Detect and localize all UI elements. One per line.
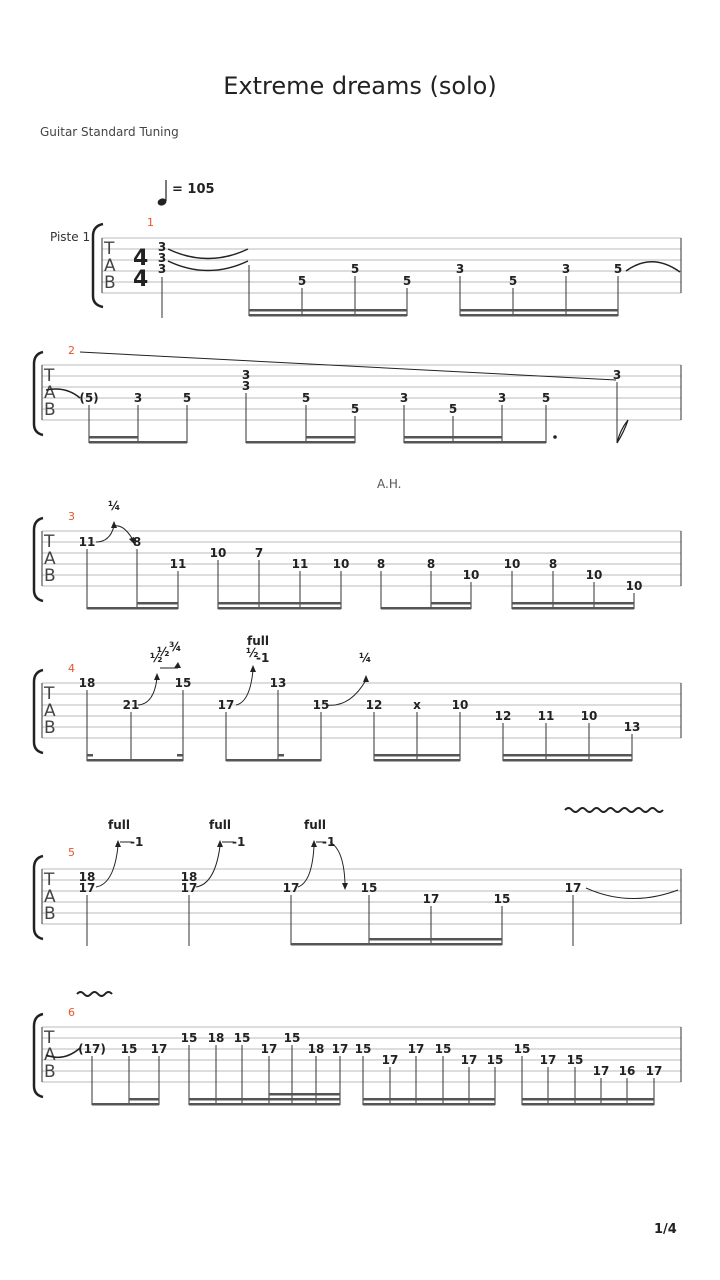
- bend-label: -1: [322, 835, 336, 849]
- tab-clef: [43, 870, 56, 924]
- stems: [87, 690, 632, 761]
- bend-label: full: [304, 818, 326, 832]
- svg-text:B: B: [44, 400, 56, 420]
- fret-number: 8: [548, 557, 558, 571]
- tuning-label: Guitar Standard Tuning: [40, 125, 179, 139]
- fret-number: 3: [561, 262, 571, 276]
- fret-number: 11: [291, 557, 309, 571]
- fret-number: 10: [451, 698, 469, 712]
- svg-text:T: T: [104, 239, 115, 259]
- fret-number: 15: [493, 892, 511, 906]
- fret-number: 11: [537, 709, 555, 723]
- system-5: [34, 808, 681, 946]
- fret-number: (5): [79, 391, 99, 405]
- fret-number: 13: [269, 676, 287, 690]
- fret-number: 11: [78, 535, 96, 549]
- fret-number: 17: [150, 1042, 168, 1056]
- fret-number: 17: [460, 1053, 478, 1067]
- bend-arrows: [138, 668, 366, 705]
- fret-number: 21: [122, 698, 140, 712]
- fret-number: 8: [376, 557, 386, 571]
- system-2: [34, 344, 681, 444]
- bend-label: ½: [150, 651, 163, 665]
- svg-text:4: 4: [133, 246, 149, 271]
- fret-number: 10: [332, 557, 350, 571]
- bend-label: -1: [232, 835, 246, 849]
- bend-arrow: [96, 526, 133, 542]
- fret-number: 3: [399, 391, 409, 405]
- fret-number: 18: [180, 870, 198, 884]
- beams: [92, 1093, 654, 1106]
- page-title: Extreme dreams (solo): [223, 72, 497, 100]
- tempo-marking: [157, 180, 215, 207]
- vibrato-icon: [565, 808, 663, 812]
- beams: [89, 436, 546, 444]
- bend-label: -1: [256, 651, 270, 665]
- bend-label: ¾: [169, 640, 182, 654]
- system-3: [34, 477, 681, 610]
- tab-clef: [43, 684, 56, 738]
- tab-clef: [43, 1028, 56, 1082]
- fret-number: 17: [217, 698, 235, 712]
- fret-number: 17: [381, 1053, 399, 1067]
- fret-number: 12: [365, 698, 383, 712]
- bend-label: ½: [157, 645, 170, 659]
- svg-text:A: A: [44, 701, 56, 721]
- tempo-value: = 105: [172, 182, 215, 197]
- fret-number: 12: [494, 709, 512, 723]
- fret-number: 13: [623, 720, 641, 734]
- fret-number: 11: [169, 557, 187, 571]
- bend-label: -1: [130, 835, 144, 849]
- fret-number: 3: [157, 251, 167, 265]
- bend-label: ¼: [108, 499, 121, 513]
- fret-number: 15: [513, 1042, 531, 1056]
- fret-number: 18: [207, 1031, 225, 1045]
- svg-text:A: A: [44, 1045, 56, 1065]
- fret-number: 15: [434, 1042, 452, 1056]
- fret-number: 16: [618, 1064, 636, 1078]
- fret-numbers: [158, 240, 622, 288]
- svg-text:A: A: [44, 887, 56, 907]
- measure-number: 6: [68, 1006, 75, 1019]
- measure-number: 1: [147, 216, 154, 229]
- track-name: Piste 1: [50, 230, 91, 244]
- svg-text:B: B: [44, 566, 56, 586]
- fret-number: 5: [613, 262, 623, 276]
- fret-number: 15: [174, 676, 192, 690]
- fret-number: 10: [625, 579, 643, 593]
- measure-number: 3: [68, 510, 75, 523]
- svg-text:T: T: [44, 366, 55, 386]
- svg-text:T: T: [44, 684, 55, 704]
- fret-number: 17: [180, 881, 198, 895]
- fret-number: 5: [350, 262, 360, 276]
- fret-numbers: [79, 870, 582, 906]
- measure-number: 5: [68, 846, 75, 859]
- svg-text:4: 4: [133, 267, 149, 292]
- fret-number: 3: [241, 368, 251, 382]
- fret-number: 8: [132, 535, 142, 549]
- fret-number: 17: [592, 1064, 610, 1078]
- fret-number: 17: [331, 1042, 349, 1056]
- svg-text:A: A: [104, 256, 116, 276]
- system-1: [93, 216, 681, 318]
- fret-number: 17: [564, 881, 582, 895]
- fret-number: 3: [157, 262, 167, 276]
- staff-lines: [102, 238, 681, 293]
- fret-number: 17: [539, 1053, 557, 1067]
- measure-number: 4: [68, 662, 75, 675]
- beams: [249, 309, 618, 317]
- system-6: [34, 992, 681, 1106]
- fret-number: 3: [455, 262, 465, 276]
- page-number: 1/4: [654, 1222, 677, 1237]
- fret-number: 3: [133, 391, 143, 405]
- staff-lines: [42, 869, 681, 924]
- fret-number: 15: [312, 698, 330, 712]
- fret-number: 5: [448, 402, 458, 416]
- fret-number: 18: [78, 676, 96, 690]
- time-signature: [133, 246, 148, 292]
- svg-text:B: B: [104, 273, 116, 293]
- vibrato-icon: [77, 992, 112, 996]
- bend-label: full: [247, 634, 269, 648]
- svg-text:B: B: [44, 1062, 56, 1082]
- svg-text:B: B: [44, 718, 56, 738]
- fret-number: 17: [260, 1042, 278, 1056]
- beams: [87, 602, 634, 610]
- fret-number: 15: [120, 1042, 138, 1056]
- tab-clef: [103, 239, 116, 293]
- fret-number: 3: [241, 379, 251, 393]
- svg-text:T: T: [44, 532, 55, 552]
- bend-label: full: [108, 818, 130, 832]
- svg-text:T: T: [44, 870, 55, 890]
- bend-label: ½: [246, 646, 259, 660]
- fret-number: 15: [566, 1053, 584, 1067]
- fret-number: 3: [497, 391, 507, 405]
- fret-number: 15: [354, 1042, 372, 1056]
- beams: [87, 754, 632, 762]
- svg-text:A: A: [44, 383, 56, 403]
- fret-number: 18: [307, 1042, 325, 1056]
- fret-number: 5: [301, 391, 311, 405]
- fret-number: 10: [580, 709, 598, 723]
- fret-number: 10: [209, 546, 227, 560]
- fret-number: 17: [282, 881, 300, 895]
- svg-text:T: T: [44, 1028, 55, 1048]
- fret-number: 10: [585, 568, 603, 582]
- measure-number: 2: [68, 344, 75, 357]
- fret-number: 15: [180, 1031, 198, 1045]
- fret-number: 17: [78, 881, 96, 895]
- fret-number: 10: [462, 568, 480, 582]
- dot: [553, 435, 557, 439]
- fret-number: 15: [486, 1053, 504, 1067]
- fret-number: 15: [360, 881, 378, 895]
- fret-number: 5: [350, 402, 360, 416]
- system-4: [34, 634, 681, 762]
- fret-number: 5: [297, 274, 307, 288]
- beams: [291, 938, 502, 946]
- flag: [617, 420, 628, 443]
- fret-number: 5: [541, 391, 551, 405]
- fret-number: 5: [402, 274, 412, 288]
- artificial-harmonic-label: A.H.: [377, 477, 402, 491]
- fret-number: 3: [157, 240, 167, 254]
- tab-clef: [43, 532, 56, 586]
- fret-number: (17): [78, 1042, 106, 1056]
- fret-number: x: [413, 698, 421, 712]
- svg-text:B: B: [44, 904, 56, 924]
- svg-text:A: A: [44, 549, 56, 569]
- fret-number: 17: [645, 1064, 663, 1078]
- fret-number: 3: [612, 368, 622, 382]
- fret-number: 15: [233, 1031, 251, 1045]
- fret-number: 7: [254, 546, 264, 560]
- fret-number: 8: [426, 557, 436, 571]
- fret-number: 18: [78, 870, 96, 884]
- fret-number: 15: [283, 1031, 301, 1045]
- fret-number: 10: [503, 557, 521, 571]
- fret-number: 5: [508, 274, 518, 288]
- bend-label: full: [209, 818, 231, 832]
- tab-clef: [43, 366, 56, 420]
- fret-number: 17: [407, 1042, 425, 1056]
- bend-labels: [150, 634, 371, 665]
- bend-label: ¼: [359, 651, 372, 665]
- fret-number: 17: [422, 892, 440, 906]
- fret-number: 5: [182, 391, 192, 405]
